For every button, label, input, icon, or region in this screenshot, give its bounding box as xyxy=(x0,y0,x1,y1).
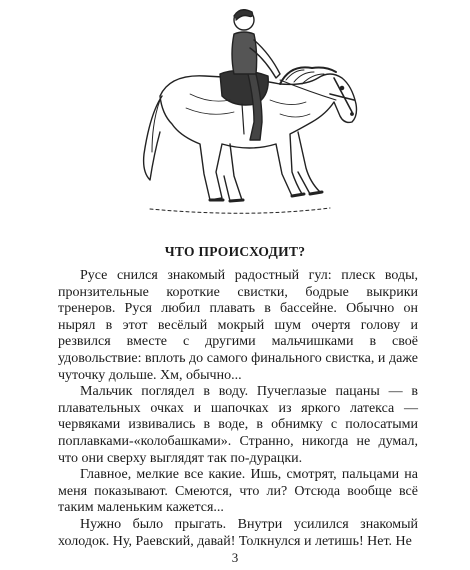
chapter-text xyxy=(58,268,418,550)
chapter-title: ЧТО ПРОИСХОДИТ? xyxy=(164,244,306,259)
paragraph: Главное, мелкие все какие. Ишь, смотрят, пальцами на меня показывают. Смеются, что ли? Отсюда вообще всё таким маленьким кажется... xyxy=(58,467,418,516)
paragraph: Мальчик поглядел в воду. Пучеглазые пацаны — в плавательных очках и шапочках из яркого латекса — червяками извивались в воде, в обнимку с полосатыми поплавками-«колобашками». Странно, никогда не думал, что они сверху выглядят так по-дурацки. xyxy=(58,384,418,466)
paragraph: Русе снился знакомый радостный гул: плеск воды, пронзительные короткие свистки, бодрые выкрики тренеров. Руся любил плавать в бассейне. Обычно он нырял в этот весёлый мокрый шум очертя голову и резвился вместе с другими мальчишками в своё удовольствие: вплоть до самого финального свистка, и даже чуточку дольше. Хм, обычно... xyxy=(58,268,418,383)
boy-riding-horse-illustration xyxy=(130,4,370,216)
page-number: 3 xyxy=(231,550,239,565)
paragraph: Нужно было прыгать. Внутри усилился знакомый холодок. Ну, Раевский, давай! Толкнулся и летишь! Нет. Не xyxy=(58,516,418,549)
